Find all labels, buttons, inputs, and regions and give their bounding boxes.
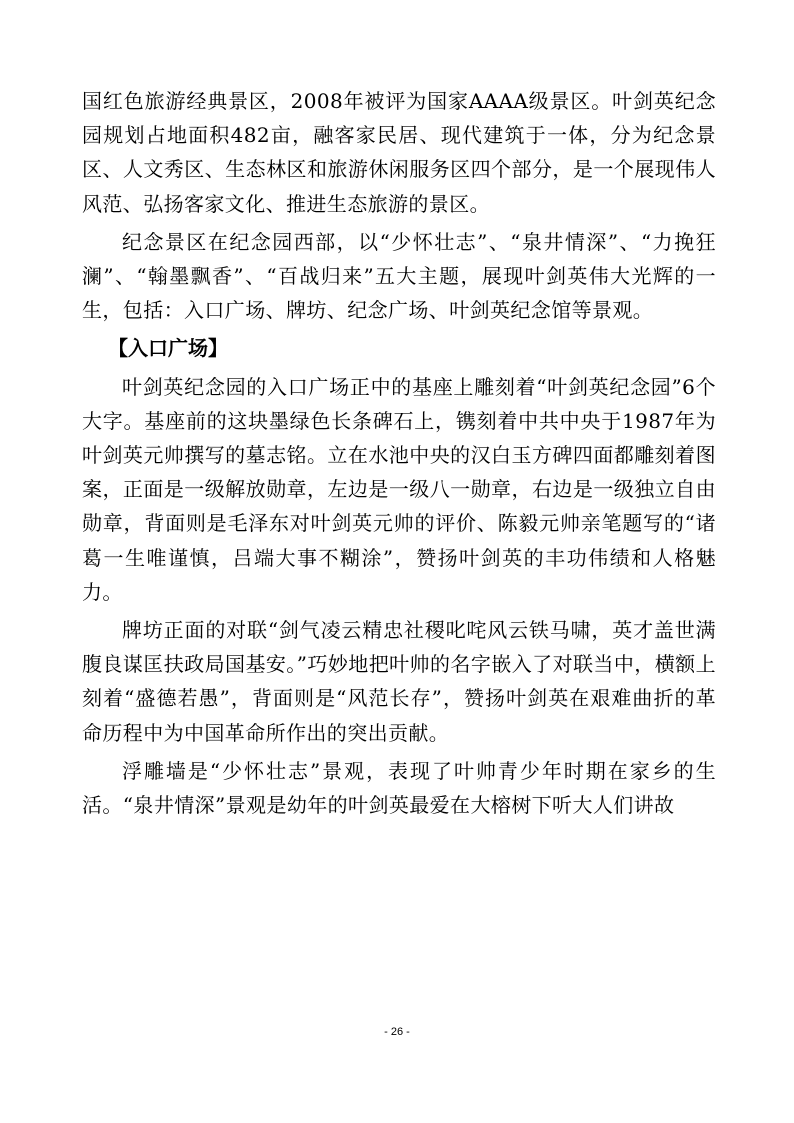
paragraph-1: 国红色旅游经典景区，2008年被评为国家AAAA级景区。叶剑英纪念园规划占地面积482亩，融客家民居、现代建筑于一体，分为纪念景区、人文秀区、生态林区和旅游休闲服务区四个部分，是一个展现伟人风范、弘扬客家文化、推进生态旅游的景区。 (82, 89, 716, 216)
paragraph-5: 浮雕墙是“少怀壮志”景观，表现了叶帅青少年时期在家乡的生活。“泉井情深”景观是幼年的叶剑英最爱在大榕树下听大人们讲故 (82, 758, 716, 818)
page-number: - 26 - (384, 1026, 410, 1038)
section-heading: 【入口广场】 (108, 336, 228, 361)
paragraph-2: 纪念景区在纪念园西部，以“少怀壮志”、“泉井情深”、“力挽狂澜”、“翰墨飘香”、“百战归来”五大主题，展现叶剑英伟大光辉的一生，包括：入口广场、牌坊、纪念广场、叶剑英纪念馆等景观。 (82, 229, 716, 323)
paragraph-4: 牌坊正面的对联“剑气凌云精忠社稷叱咤风云铁马啸，英才盖世满腹良谋匡扶政局国基安。”巧妙地把叶帅的名字嵌入了对联当中，横额上刻着“盛德若愚”，背面则是“风范长存”，赞扬叶剑英在艰难曲折的革命历程中为中国革命所作出的突出贡献。 (82, 618, 716, 745)
paragraph-3: 叶剑英纪念园的入口广场正中的基座上雕刻着“叶剑英纪念园”6个大字。基座前的这块墨绿色长条碑石上，镌刻着中共中央于1987年为叶剑英元帅撰写的墓志铭。立在水池中央的汉白玉方碑四面都雕刻着图案，正面是一级解放勋章，左边是一级八一勋章，右边是一级独立自由勋章，背面则是毛泽东对叶剑英元帅的评价、陈毅元帅亲笔题写的“诸葛一生唯谨慎，吕端大事不糊涂”，赞扬叶剑英的丰功伟绩和人格魅力。 (82, 374, 716, 604)
document-page (82, 84, 716, 822)
